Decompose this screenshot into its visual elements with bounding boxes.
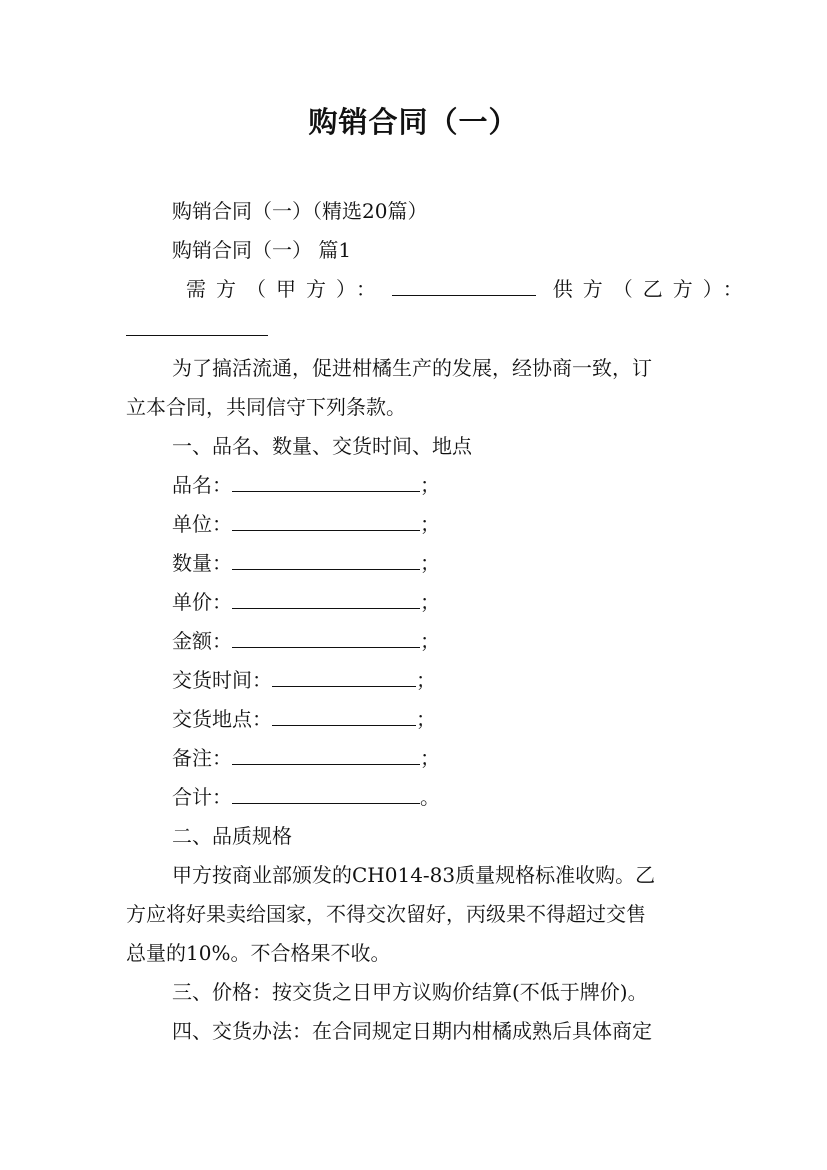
field-blank: [272, 709, 416, 726]
quality-line-3: 总量的10%。不合格果不收。: [126, 941, 391, 965]
field-row-total: [172, 783, 440, 811]
field-blank: [232, 631, 420, 648]
buyer-blank: [392, 279, 536, 296]
field-blank: [232, 748, 420, 765]
field-row-delivery-time: [172, 666, 436, 694]
field-end: ；: [420, 746, 440, 770]
document-subtitle: 购销合同（一）（精选20篇）: [172, 199, 428, 223]
section-1-heading: 一、品名、数量、交货时间、地点: [172, 434, 472, 458]
field-blank: [272, 670, 416, 687]
field-row-quantity: [172, 549, 440, 577]
field-blank: [232, 592, 420, 609]
field-end: 。: [420, 785, 440, 809]
field-row-delivery-place: [172, 705, 436, 733]
field-label: 合计：: [172, 785, 232, 809]
field-blank: [232, 787, 420, 804]
field-blank: [232, 553, 420, 570]
field-row-amount: [172, 627, 440, 655]
intro-line-2: 立本合同，共同信守下列条款。: [126, 395, 406, 419]
field-end: ；: [420, 473, 440, 497]
buyer-label: 需方（甲方）：: [186, 277, 386, 301]
section-2-heading: 二、品质规格: [172, 824, 292, 848]
field-label: 备注：: [172, 746, 232, 770]
field-label: 数量：: [172, 551, 232, 575]
field-row-name: [172, 471, 440, 499]
parties-line: [186, 275, 753, 303]
section-3-price: 三、价格：按交货之日甲方议购价结算(不低于牌价)。: [172, 980, 648, 1004]
field-label: 单位：: [172, 512, 232, 536]
field-row-remarks: [172, 744, 440, 772]
section-label: 购销合同（一） 篇1: [172, 238, 352, 262]
section-4-delivery: 四、交货办法：在合同规定日期内柑橘成熟后具体商定: [172, 1019, 652, 1043]
document-title: 购销合同（一）: [308, 105, 519, 139]
field-end: ；: [416, 668, 436, 692]
field-label: 交货地点：: [172, 707, 272, 731]
field-blank: [232, 514, 420, 531]
field-end: ；: [420, 512, 440, 536]
field-label: 金额：: [172, 629, 232, 653]
quality-line-2: 方应将好果卖给国家，不得交次留好，丙级果不得超过交售: [126, 902, 646, 926]
field-row-unit: [172, 510, 440, 538]
field-blank: [232, 475, 420, 492]
supplier-label: 供方（乙方）：: [552, 277, 753, 301]
supplier-blank: [126, 319, 268, 336]
quality-line-1: 甲方按商业部颁发的CH014-83质量规格标准收购。乙: [172, 863, 656, 887]
intro-line-1: 为了搞活流通，促进柑橘生产的发展，经协商一致，订: [172, 356, 652, 380]
supplier-blank-line: [126, 315, 268, 343]
field-end: ；: [416, 707, 436, 731]
field-label: 品名：: [172, 473, 232, 497]
field-end: ；: [420, 551, 440, 575]
field-row-unit-price: [172, 588, 440, 616]
field-end: ；: [420, 629, 440, 653]
field-end: ；: [420, 590, 440, 614]
field-label: 单价：: [172, 590, 232, 614]
field-label: 交货时间：: [172, 668, 272, 692]
